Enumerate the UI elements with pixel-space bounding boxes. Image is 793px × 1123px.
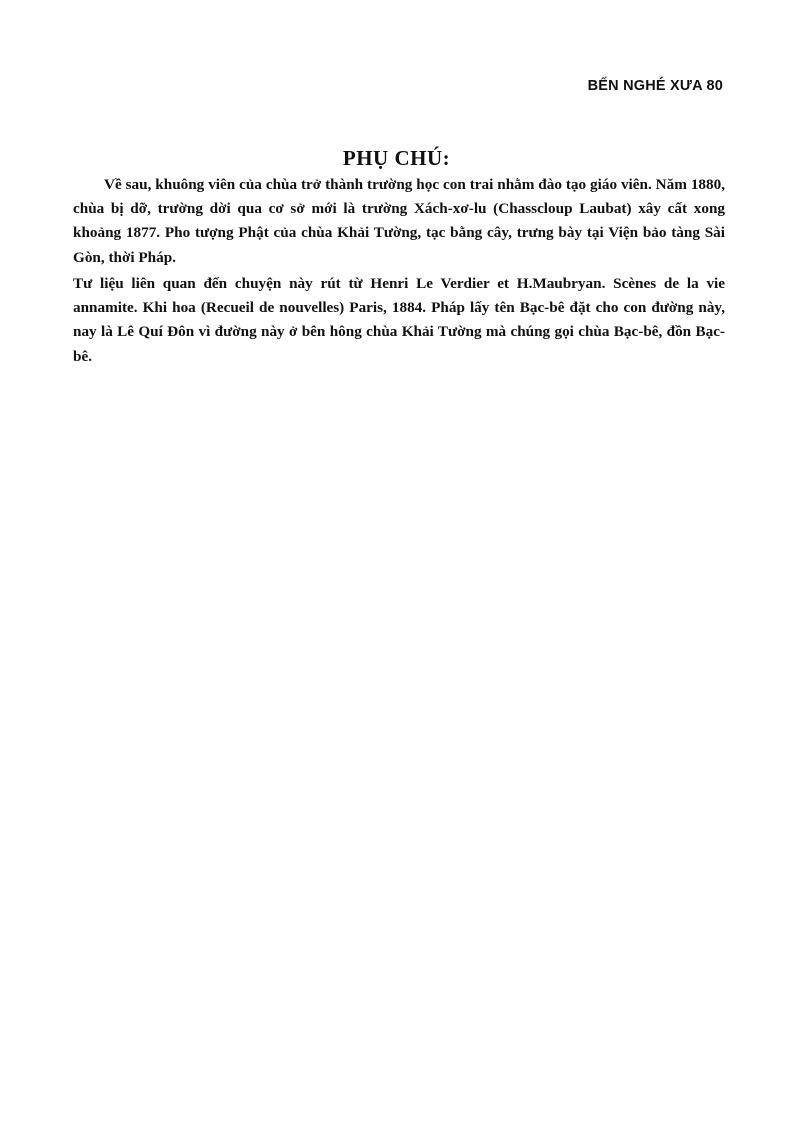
paragraph-2: Tư liệu liên quan đến chuyện này rút từ Henri Le Verdier et H.Maubryan. Scènes de la vie annamite. Khi hoa (Recueil de nouvelles) Paris, 1884. Pháp lấy tên Bạc-bê đặt cho con đường này, nay là Lê Quí Đôn vì đường này ở bên hông chùa Khải Tường mà chúng gọi chùa Bạc-bê, đồn Bạc-bê. — [73, 275, 725, 365]
running-header: BẾN NGHÉ XƯA 80 — [587, 78, 723, 94]
section-title: PHỤ CHÚ: — [342, 146, 451, 170]
paragraph-1: Về sau, khuông viên của chùa trở thành trường học con trai nhằm đào tạo giáo viên. Năm 1880, chùa bị dỡ, trường dời qua cơ sở mới là trường Xách-xơ-lu (Chasscloup Laubat) xây cất xong khoảng 1877. Pho tượng Phật của chùa Khải Tường, tạc bằng cây, trưng bày tại Viện bảo tàng Sài Gòn, thời Pháp. — [73, 176, 725, 266]
